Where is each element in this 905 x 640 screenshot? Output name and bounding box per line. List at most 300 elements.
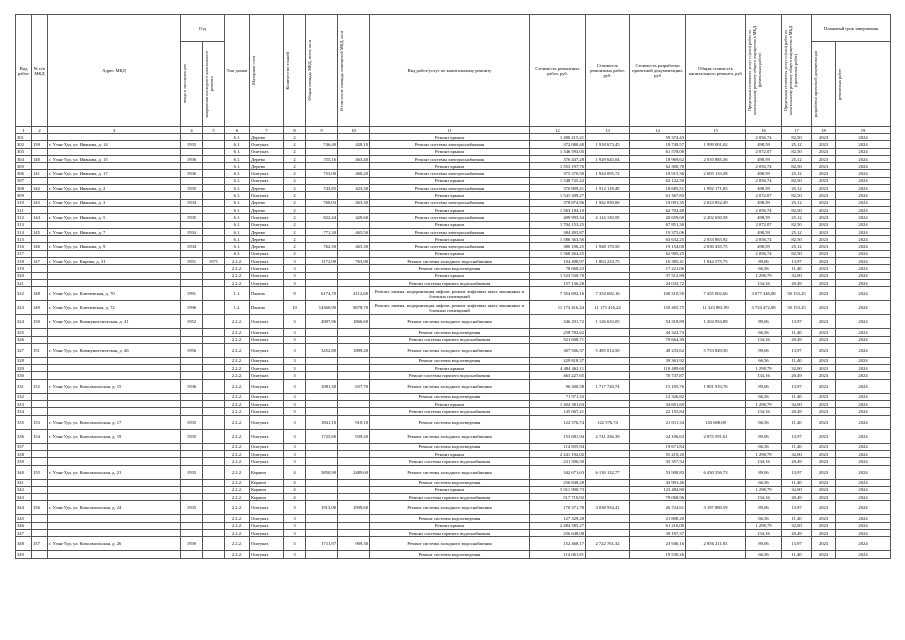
floors: 3	[284, 357, 306, 364]
wall-material: Оштукат.	[250, 279, 284, 286]
floors: 2	[284, 236, 306, 243]
repair-cost: 1 541 309,27	[530, 192, 586, 199]
repair-cost-total	[586, 529, 630, 536]
repair-cost-total	[586, 522, 630, 529]
row-number: 315	[16, 236, 32, 243]
floors: 2	[284, 141, 306, 148]
wall-material: Оштукат.	[250, 221, 284, 228]
total-area	[306, 134, 338, 141]
table-row	[16, 243, 891, 250]
address: г. Улан-Удэ, ул. Ключевская, д. 72	[48, 301, 181, 315]
table-row	[16, 192, 891, 199]
row-number: 335	[16, 415, 32, 429]
wall-material: Оштукат.	[250, 177, 284, 184]
total-cost	[686, 329, 746, 336]
total-area: 1172,90	[306, 258, 338, 265]
address	[48, 250, 181, 257]
limit-design: 11,40	[782, 357, 812, 364]
last-repair-year	[203, 429, 225, 443]
floors: 3	[284, 458, 306, 465]
limit-design: 82,50	[782, 250, 812, 257]
last-repair-year	[203, 170, 225, 177]
address: г. Улан-Удэ, ул. Иванова, д. 2	[48, 185, 181, 192]
limit-design: 20,49	[782, 336, 812, 343]
commission-year: 1935	[181, 185, 203, 192]
work-type: Ремонт системы горячего водоснабжения	[370, 529, 530, 536]
design-cost: 19 530,26	[630, 551, 686, 558]
work-type: Ремонт системы горячего водоснабжения	[370, 494, 530, 501]
design-term: 2023	[812, 357, 836, 364]
table-row	[16, 329, 891, 336]
wall-material: Оштукат.	[250, 529, 284, 536]
limit-design: 11,40	[782, 329, 812, 336]
work-type: Ремонт системы водоотведения	[370, 357, 530, 364]
premises-area	[338, 494, 370, 501]
total-cost	[686, 134, 746, 141]
mkd-number: 153	[32, 415, 48, 429]
total-area: 14360,90	[306, 301, 338, 315]
header-total-area: Общая площадь МКД, всего, кв.м	[307, 40, 313, 101]
limit-repair: 498,59	[746, 141, 782, 148]
table-row	[16, 163, 891, 170]
repair-term: 2024	[836, 379, 891, 393]
limit-repair: 2 072,07	[746, 221, 782, 228]
design-term: 2023	[812, 443, 836, 450]
house-type: 6.1.	[225, 243, 250, 250]
last-repair-year	[203, 365, 225, 372]
total-cost	[686, 515, 746, 522]
repair-term: 2024	[836, 450, 891, 457]
row-number: 326	[16, 336, 32, 343]
design-cost: 19 154,00	[630, 243, 686, 250]
commission-year	[181, 148, 203, 155]
repair-cost: 153 681,94	[530, 429, 586, 443]
limit-repair: 498,59	[746, 214, 782, 221]
premises-area	[338, 329, 370, 336]
repair-term: 2024	[836, 465, 891, 479]
last-repair-year	[203, 537, 225, 551]
wall-material: Оштукат.	[250, 408, 284, 415]
design-cost: 55 219,20	[630, 450, 686, 457]
limit-design: 13,97	[782, 501, 812, 515]
address	[48, 450, 181, 457]
limit-design: 82,50	[782, 221, 812, 228]
total-cost: 7 455 002,66	[686, 287, 746, 301]
total-cost	[686, 177, 746, 184]
limit-design: 11,40	[782, 515, 812, 522]
total-cost	[686, 336, 746, 343]
limit-repair: 2 072,07	[746, 192, 782, 199]
house-type: 2.2.2.	[225, 372, 250, 379]
repair-term: 2024	[836, 148, 891, 155]
total-cost: 2 053 865,92	[686, 236, 746, 243]
row-number: 319	[16, 265, 32, 272]
total-area	[306, 177, 338, 184]
row-number: 314	[16, 228, 32, 235]
premises-area: 2489,60	[338, 465, 370, 479]
premises-area	[338, 265, 370, 272]
address	[48, 401, 181, 408]
total-cost: 1 944 575,75	[686, 258, 746, 265]
design-term: 2023	[812, 141, 836, 148]
mkd-number: 142	[32, 185, 48, 192]
house-type: 6.1.	[225, 141, 250, 148]
commission-year: 1935	[181, 465, 203, 479]
header-floors: Количество этажей	[285, 51, 291, 90]
limit-design: 50 153,25	[782, 301, 812, 315]
design-cost: 18 749,57	[630, 141, 686, 148]
commission-year: 1935	[181, 501, 203, 515]
floors: 3	[284, 265, 306, 272]
wall-material: Оштукат.	[250, 192, 284, 199]
header-year: Год	[181, 15, 225, 42]
house-type: 2.2.2.	[225, 515, 250, 522]
total-cost: 1 204 954,89	[686, 315, 746, 329]
last-repair-year: 1971	[203, 258, 225, 265]
last-repair-year	[203, 177, 225, 184]
house-type: 2.2.2.	[225, 329, 250, 336]
work-type: Ремонт системы холодного водоснабжения	[370, 465, 530, 479]
header-repair-term: ремонтных работ	[837, 68, 843, 100]
premises-area	[338, 443, 370, 450]
table-row	[16, 336, 891, 343]
repair-cost-total	[586, 134, 630, 141]
total-area: 6174,70	[306, 287, 338, 301]
mkd-number	[32, 494, 48, 501]
floors: 3	[284, 343, 306, 357]
limit-repair: 498,59	[746, 243, 782, 250]
repair-term: 2024	[836, 141, 891, 148]
row-number: 322	[16, 287, 32, 301]
last-repair-year	[203, 529, 225, 536]
row-number: 336	[16, 429, 32, 443]
repair-term: 2024	[836, 163, 891, 170]
total-cost	[686, 163, 746, 170]
row-number: 341	[16, 479, 32, 486]
repair-term: 2024	[836, 415, 891, 429]
work-type: Ремонт системы холодного водоснабжения	[370, 343, 530, 357]
limit-design: 82,50	[782, 177, 812, 184]
table-row	[16, 199, 891, 206]
premises-area	[338, 365, 370, 372]
house-type: 6.1.	[225, 221, 250, 228]
wall-material: Оштукат.	[250, 458, 284, 465]
commission-year	[181, 458, 203, 465]
row-number: 345	[16, 515, 32, 522]
total-area	[306, 393, 338, 400]
repair-cost-total	[586, 365, 630, 372]
commission-year	[181, 329, 203, 336]
design-cost: 48 233,62	[630, 343, 686, 357]
design-term: 2023	[812, 379, 836, 393]
total-area: 746,40	[306, 141, 338, 148]
work-type: Ремонт системы водоотведения	[370, 479, 530, 486]
commission-year	[181, 265, 203, 272]
work-type: Ремонт системы холодного водоснабжения	[370, 537, 530, 551]
header-repair-cost: Стоимость ремонтных работ, руб.	[530, 15, 586, 127]
mkd-number	[32, 443, 48, 450]
address	[48, 522, 181, 529]
mkd-number	[32, 365, 48, 372]
premises-area	[338, 163, 370, 170]
repair-term: 2024	[836, 170, 891, 177]
repair-term: 2024	[836, 515, 891, 522]
limit-repair: 66,56	[746, 265, 782, 272]
premises-area	[338, 458, 370, 465]
limit-repair: 498,59	[746, 155, 782, 162]
commission-year	[181, 365, 203, 372]
repair-cost-total: 1 929 645,04	[586, 155, 630, 162]
repair-cost: 378 874,96	[530, 199, 586, 206]
limit-design: 32,00	[782, 522, 812, 529]
floors: 2	[284, 206, 306, 213]
address	[48, 529, 181, 536]
table-row	[16, 228, 891, 235]
floors: 2	[284, 177, 306, 184]
address	[48, 177, 181, 184]
design-term: 2023	[812, 501, 836, 515]
commission-year	[181, 221, 203, 228]
design-term: 2023	[812, 148, 836, 155]
total-cost	[686, 551, 746, 558]
wall-material: Кирпич	[250, 486, 284, 493]
column-number: 2	[32, 127, 48, 134]
address	[48, 163, 181, 170]
limit-design: 13,97	[782, 537, 812, 551]
house-type: 2.2.2.	[225, 265, 250, 272]
premises-area: 1889,20	[338, 343, 370, 357]
floors: 3	[284, 415, 306, 429]
house-type: 6.1.	[225, 228, 250, 235]
limit-repair: 89,06	[746, 429, 782, 443]
limit-repair: 2 056,74	[746, 250, 782, 257]
floors: 3	[284, 443, 306, 450]
floors: 2	[284, 243, 306, 250]
repair-term: 2024	[836, 372, 891, 379]
limit-repair: 1 298,79	[746, 272, 782, 279]
limit-design: 25,12	[782, 141, 812, 148]
mkd-number	[32, 265, 48, 272]
repair-cost: 78 068,23	[530, 265, 586, 272]
work-type: Ремонт системы электроснабжения	[370, 214, 530, 221]
address	[48, 494, 181, 501]
limit-design: 13,97	[782, 258, 812, 265]
limit-repair: 89,06	[746, 465, 782, 479]
mkd-number	[32, 250, 48, 257]
row-number: 313	[16, 221, 32, 228]
premises-area: 460,20	[338, 170, 370, 177]
table-row	[16, 401, 891, 408]
mkd-number: 157	[32, 537, 48, 551]
table-row	[16, 343, 891, 357]
limit-design: 13,97	[782, 465, 812, 479]
total-area	[306, 279, 338, 286]
mkd-number	[32, 206, 48, 213]
premises-area	[338, 486, 370, 493]
total-cost	[686, 443, 746, 450]
design-term: 2023	[812, 458, 836, 465]
repair-cost: 170 371,78	[530, 501, 586, 515]
row-number: 317	[16, 250, 32, 257]
wall-material: Кирпич	[250, 465, 284, 479]
premises-area	[338, 401, 370, 408]
work-type: Ремонт системы водоотведения	[370, 265, 530, 272]
work-type: Ремонт системы водоотведения	[370, 415, 530, 429]
repair-cost: 1 523 530,70	[530, 272, 586, 279]
header-total-cost: Общая стоимость капитального ремонта, руб	[686, 15, 746, 127]
floors: 3	[284, 408, 306, 415]
floors: 2	[284, 170, 306, 177]
house-type: 6.1.	[225, 236, 250, 243]
last-repair-year	[203, 192, 225, 199]
table-row	[16, 515, 891, 522]
work-type: Ремонт системы холодного водоснабжения	[370, 501, 530, 515]
wall-material: Оштукат.	[250, 141, 284, 148]
address	[48, 134, 181, 141]
limit-repair: 498,59	[746, 199, 782, 206]
header-address: Адрес МКД	[48, 15, 181, 127]
last-repair-year	[203, 236, 225, 243]
row-number: 346	[16, 522, 32, 529]
floors: 3	[284, 315, 306, 329]
address: г. Улан-Удэ, ул. Иванова, д. 17	[48, 170, 181, 177]
commission-year	[181, 393, 203, 400]
total-area: 3850,90	[306, 465, 338, 479]
column-number: 4	[181, 127, 203, 134]
repair-cost-total	[586, 515, 630, 522]
table-row	[16, 486, 891, 493]
floors: 3	[284, 401, 306, 408]
wall-material: Оштукат.	[250, 551, 284, 558]
limit-repair: 134,16	[746, 529, 782, 536]
repair-cost-total	[586, 401, 630, 408]
premises-area	[338, 134, 370, 141]
limit-design: 20,49	[782, 372, 812, 379]
floors: 4	[284, 494, 306, 501]
limit-design: 82,50	[782, 163, 812, 170]
total-area	[306, 486, 338, 493]
total-cost	[686, 272, 746, 279]
premises-area: 9678,70	[338, 301, 370, 315]
commission-year: 1934	[181, 199, 203, 206]
design-term: 2023	[812, 486, 836, 493]
work-type: Ремонт крыши	[370, 272, 530, 279]
repair-term: 2024	[836, 236, 891, 243]
repair-cost: 145 067,21	[530, 408, 586, 415]
design-cost: 61 578,00	[630, 148, 686, 155]
row-number: 302	[16, 141, 32, 148]
total-area	[306, 450, 338, 457]
house-type: 6.1.	[225, 214, 250, 221]
design-cost: 19 375,06	[630, 228, 686, 235]
table-row	[16, 272, 891, 279]
row-number: 343	[16, 494, 32, 501]
wall-material: Оштукат.	[250, 329, 284, 336]
limit-design: 82,50	[782, 134, 812, 141]
design-cost: 150 465,75	[630, 301, 686, 315]
table-row	[16, 408, 891, 415]
house-type: 2.2.2.	[225, 279, 250, 286]
limit-design: 32,00	[782, 272, 812, 279]
last-repair-year	[203, 522, 225, 529]
floors: 3	[284, 272, 306, 279]
limit-design: 13,97	[782, 315, 812, 329]
mkd-number: 155	[32, 465, 48, 479]
total-cost	[686, 408, 746, 415]
house-type: 6.1.	[225, 170, 250, 177]
total-cost	[686, 479, 746, 486]
last-repair-year	[203, 141, 225, 148]
total-area: 1841,10	[306, 415, 338, 429]
total-area	[306, 236, 338, 243]
limit-design: 25,12	[782, 243, 812, 250]
mkd-number	[32, 522, 48, 529]
house-type: 6.1.	[225, 155, 250, 162]
total-area: 760,03	[306, 199, 338, 206]
mkd-number	[32, 515, 48, 522]
limit-design: 32,00	[782, 450, 812, 457]
row-number: 347	[16, 529, 32, 536]
last-repair-year	[203, 315, 225, 329]
mkd-number	[32, 393, 48, 400]
mkd-number	[32, 177, 48, 184]
commission-year: 1934	[181, 228, 203, 235]
table-body	[16, 134, 891, 559]
limit-repair: 66,56	[746, 443, 782, 450]
limit-repair: 1 298,79	[746, 486, 782, 493]
column-number: 8	[284, 127, 306, 134]
repair-cost-total: 1 126 633,05	[586, 315, 630, 329]
repair-cost-total	[586, 551, 630, 558]
mkd-number: 149	[32, 301, 48, 315]
design-cost: 62 905,25	[630, 250, 686, 257]
premises-area	[338, 250, 370, 257]
mkd-number	[32, 336, 48, 343]
total-cost	[686, 192, 746, 199]
row-number: 321	[16, 279, 32, 286]
wall-material: Дерево	[250, 134, 284, 141]
repair-cost-total: 1 924 095,72	[586, 170, 630, 177]
row-number: 307	[16, 177, 32, 184]
floors: 3	[284, 372, 306, 379]
repair-cost-total: 1 948 170,50	[586, 243, 630, 250]
last-repair-year	[203, 372, 225, 379]
floors: 2	[284, 250, 306, 257]
commission-year: 1936	[181, 379, 203, 393]
header-wall-material: Материал стен	[251, 56, 257, 85]
house-type: 2.2.2.	[225, 529, 250, 536]
repair-term: 2024	[836, 336, 891, 343]
premises-area: 465,30	[338, 243, 370, 250]
total-area	[306, 401, 338, 408]
limit-design: 50 153,25	[782, 287, 812, 301]
total-cost: 1 992 171,83	[686, 185, 746, 192]
repair-cost-total	[586, 163, 630, 170]
premises-area: 4112,60	[338, 287, 370, 301]
repair-cost: 114 061,81	[530, 551, 586, 558]
repair-term: 2024	[836, 199, 891, 206]
premises-area	[338, 450, 370, 457]
wall-material: Панель	[250, 301, 284, 315]
table-row	[16, 379, 891, 393]
header-repair-cost-total: Стоимость ремонтных работ, руб.	[586, 15, 630, 127]
total-area: 2097,96	[306, 315, 338, 329]
house-type: 1.1.	[225, 287, 250, 301]
total-area	[306, 515, 338, 522]
limit-repair: 134,16	[746, 408, 782, 415]
premises-area	[338, 236, 370, 243]
house-type: 6.1.	[225, 148, 250, 155]
